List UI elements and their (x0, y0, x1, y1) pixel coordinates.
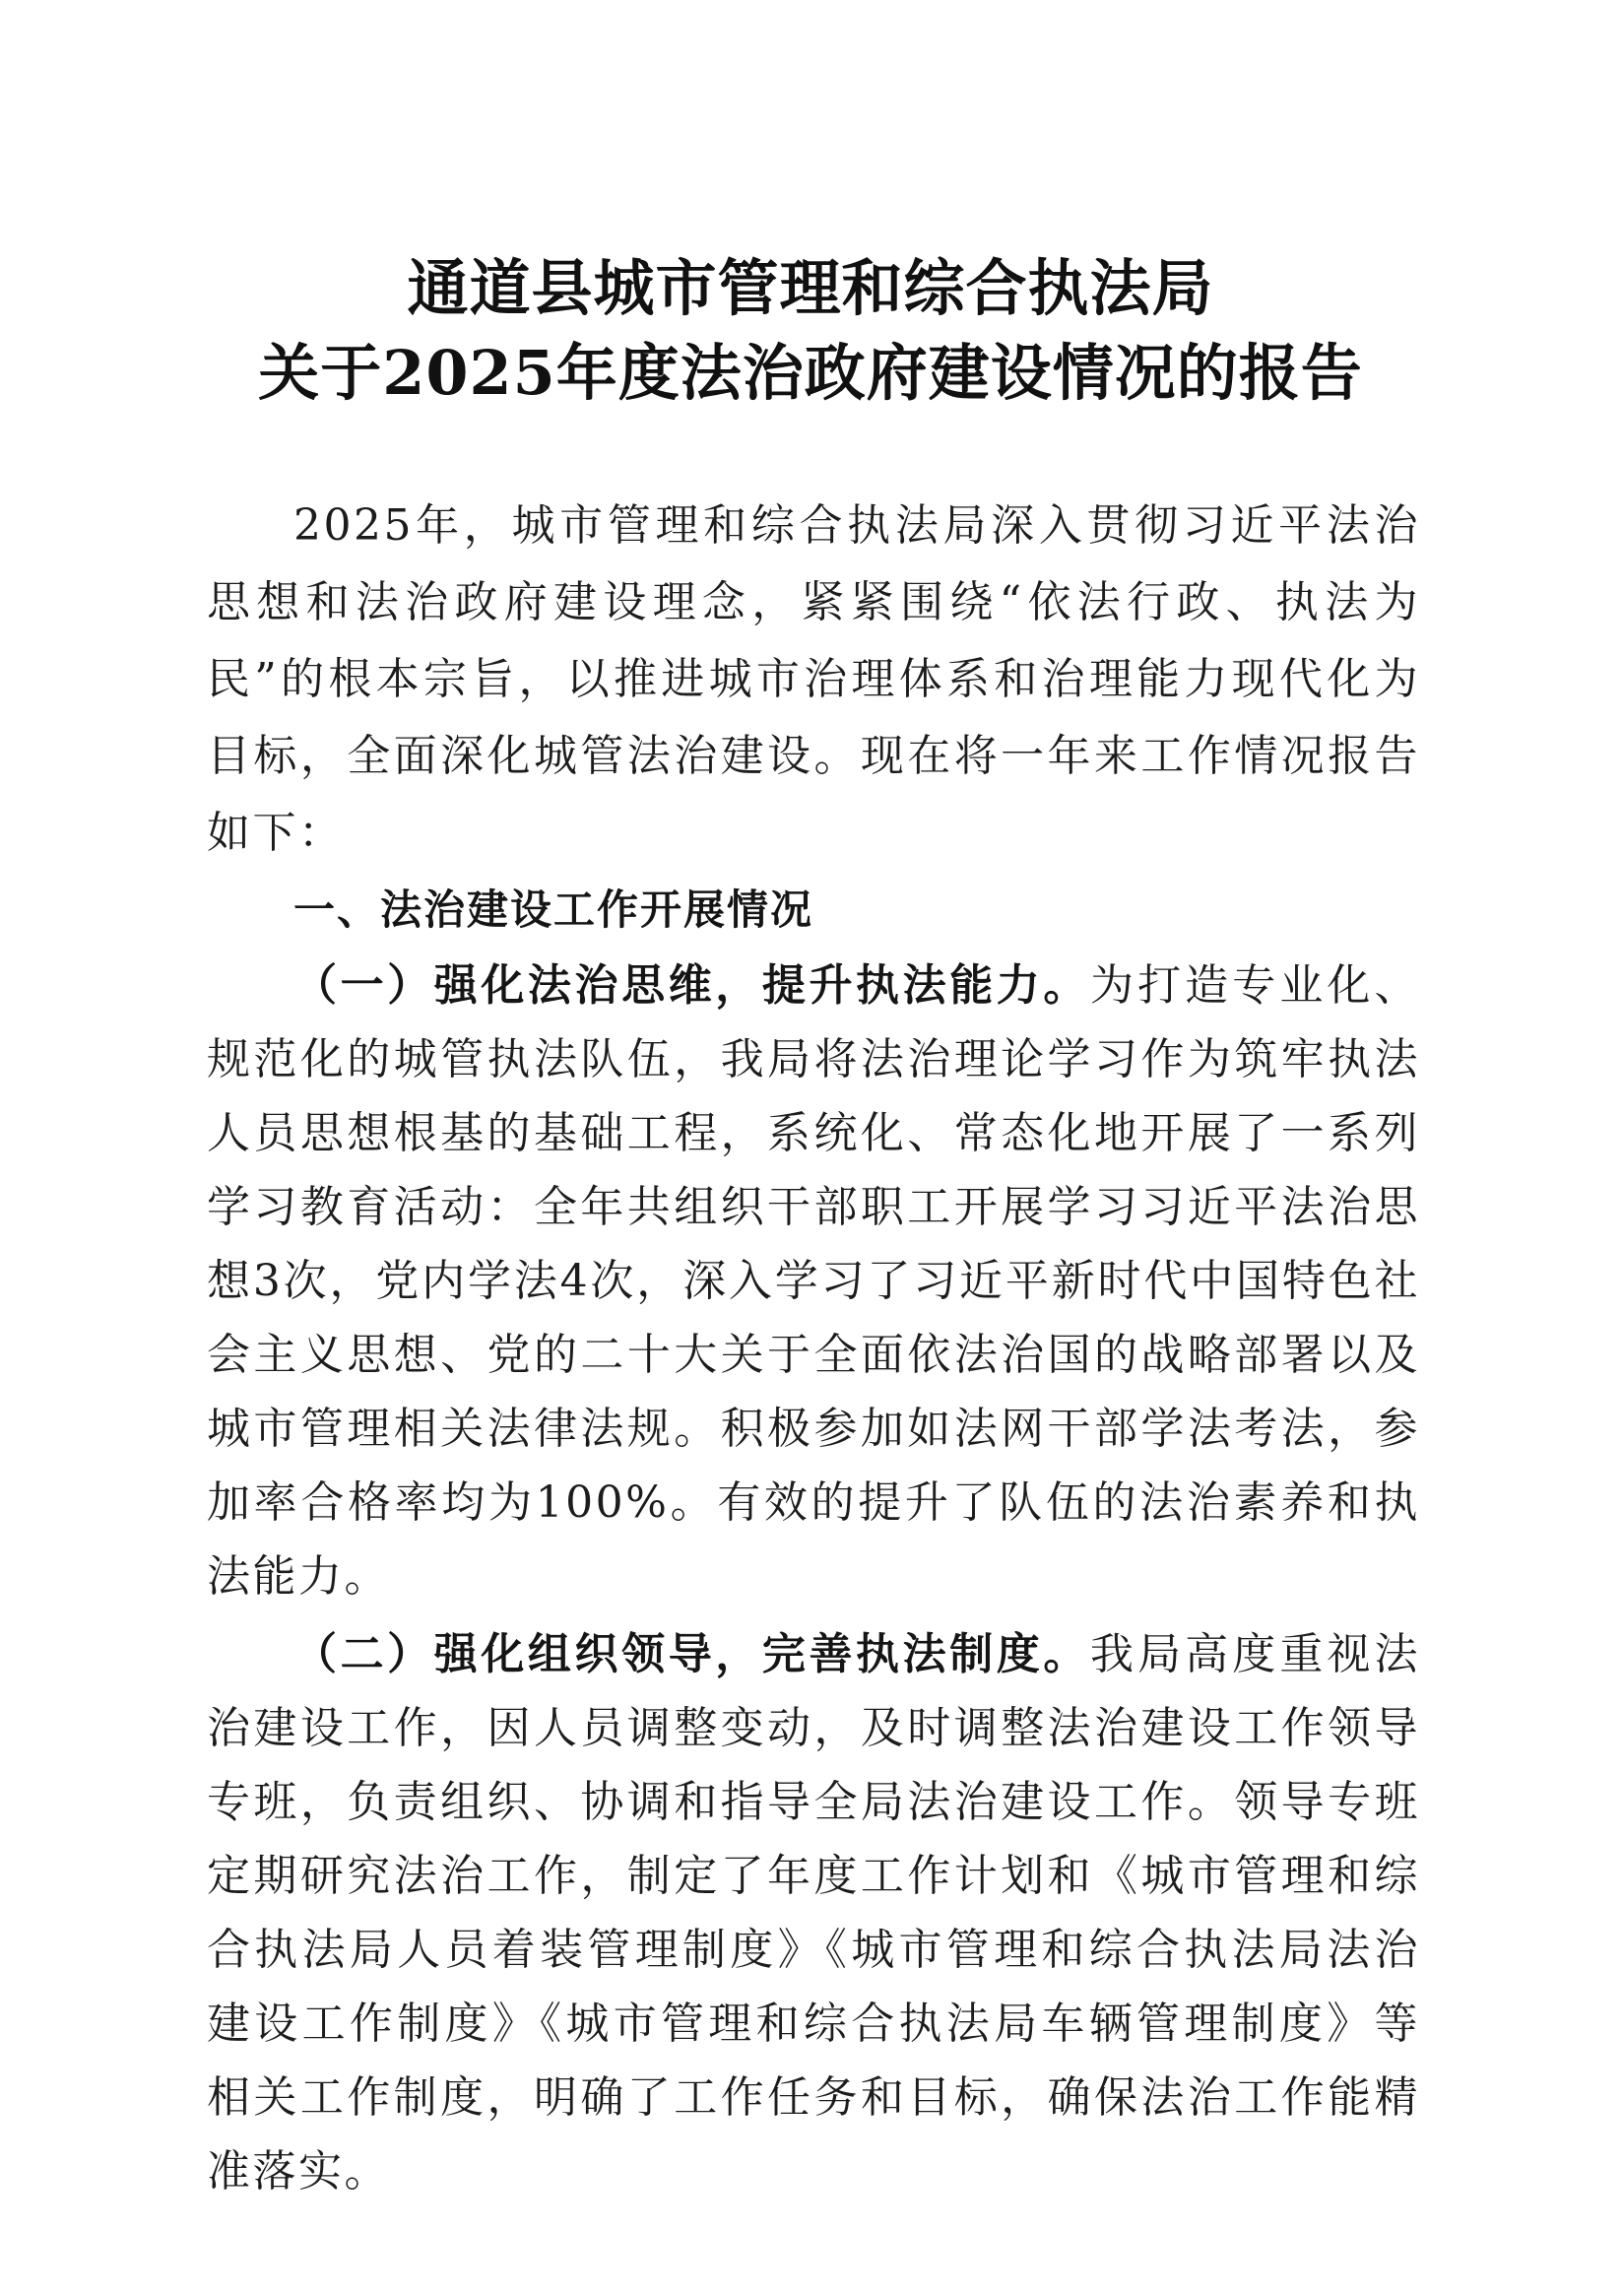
item-1-lead: （一）强化法治思维，提升执法能力。 (293, 960, 1090, 1011)
item-1-paragraph (207, 949, 1420, 1613)
item-2-text: 我局高度重视法治建设工作，因人员调整变动，及时调整法治建设工作领导专班，负责组织、协调和指导全局法治建设工作。领导专班定期研究法治工作，制定了年度工作计划和《城市管理和综合执法局人员着装管理制度》《城市管理和综合执法局法治建设工作制度》《城市管理和综合执法局车辆管理制度》等相关工作制度，明确了工作任务和目标，确保法治工作能精准落实。 (207, 1629, 1421, 2197)
item-1-text: 为打造专业化、规范化的城管执法队伍，我局将法治理论学习作为筑牢执法人员思想根基的基础工程，系统化、常态化地开展了一系列学习教育活动：全年共组织干部职工开展学习习近平法治思想3次，党内学法4次，深入学习了习近平新时代中国特色社会主义思想、党的二十大关于全面依法治国的战略部署以及城市管理相关法律法规。积极参加如法网干部学法考法，参加率合格率均为100%。有效的提升了队伍的法治素养和执法能力。 (207, 960, 1421, 1602)
title-line-1: 通道县城市管理和综合执法局 (407, 252, 1214, 324)
title-line-2: 关于2025年度法治政府建设情况的报告 (258, 337, 1363, 409)
document-title (0, 246, 1621, 416)
item-2-lead: （二）强化组织领导，完善执法制度。 (293, 1629, 1090, 1679)
intro-paragraph: 2025年，城市管理和综合执法局深入贯彻习近平法治思想和法治政府建设理念，紧紧围绕“依法行政、执法为民”的根本宗旨，以推进城市治理体系和治理能力现代化为目标，全面深化城管法治建设。现在将一年来工作情况报告如下： (207, 500, 1420, 858)
section-1-heading: 一、法治建设工作开展情况 (293, 886, 814, 934)
item-2-paragraph (207, 1617, 1420, 2208)
document-body (207, 488, 1420, 2208)
